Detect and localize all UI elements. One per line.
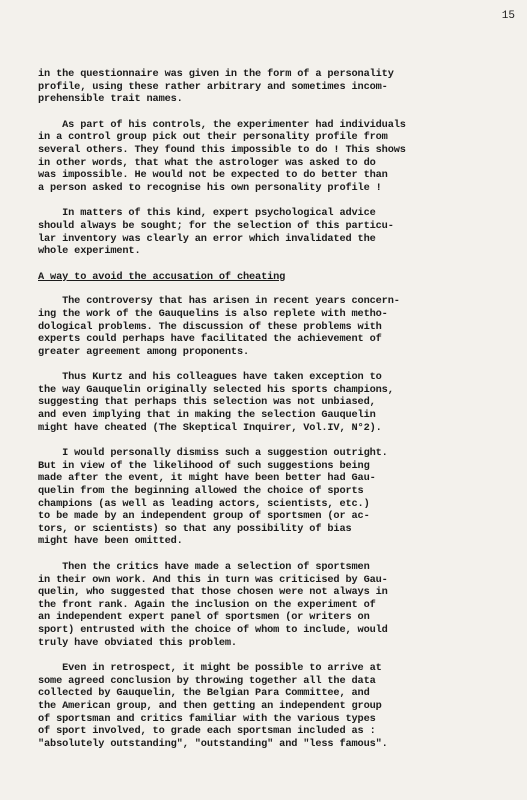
text-line: ing the work of the Gauquelins is also replete with metho- (38, 307, 388, 320)
text-line: might have cheated (The Skeptical Inquirer, Vol.IV, N°2). (38, 421, 382, 434)
text-line: As part of his controls, the experimenter had individuals (38, 118, 406, 131)
text-line: experts could perhaps have facilitated the achievement of (38, 333, 382, 346)
text-line: Thus Kurtz and his colleagues have taken exception to (38, 371, 382, 384)
text-line: suggesting that perhaps this selection was not unbiased, (38, 396, 376, 409)
text-line: a person asked to recognise his own personality profile ! (38, 181, 382, 194)
text-line: was impossible. He would not be expected to do better than (38, 169, 388, 182)
text-line: of sportsman and critics familiar with the various types (38, 712, 376, 725)
text-line: whole experiment. (38, 245, 141, 258)
text-line: lar inventory was clearly an error which invalidated the (38, 232, 376, 245)
page-number: 15 (501, 10, 515, 22)
paragraph-dismiss-suggestion (38, 447, 496, 548)
text-line: in a control group pick out their personality profile from (38, 131, 388, 144)
document-body (38, 68, 496, 763)
text-line: tors, or scientists) so that any possibility of bias (38, 522, 352, 535)
text-line: The controversy that has arisen in recent years concern- (38, 295, 400, 308)
text-line: of sport involved, to grade each sportsman included as : (38, 725, 376, 738)
text-line: dological problems. The discussion of these problems with (38, 320, 382, 333)
paragraph-controls (38, 119, 496, 195)
text-line: might have been omitted. (38, 535, 183, 548)
text-line: in their own work. And this in turn was criticised by Gau- (38, 573, 388, 586)
text-line: to be made by an independent group of sportsmen (or ac- (38, 510, 370, 523)
paragraph-critics-selection (38, 561, 496, 649)
text-line: prehensible trait names. (38, 93, 183, 106)
text-line: champions (as well as leading actors, scientists, etc.) (38, 497, 370, 510)
text-line: profile, using these rather arbitrary and sometimes incom- (38, 80, 388, 93)
text-line: quelin from the beginning allowed the choice of sports (38, 485, 364, 498)
text-line: In matters of this kind, expert psychological advice (38, 207, 376, 220)
text-line: the way Gauquelin originally selected his sports champions, (38, 383, 394, 396)
paragraph-retrospect (38, 662, 496, 750)
text-line: collected by Gauquelin, the Belgian Para Committee, and (38, 687, 370, 700)
text-line: made after the event, it might have been better had Gau- (38, 472, 376, 485)
text-line: the American group, and then getting an independent group (38, 699, 382, 712)
text-line: an independent expert panel of sportsmen (or writers on (38, 611, 370, 624)
paragraph-kurtz (38, 371, 496, 434)
text-line: Even in retrospect, it might be possible to arrive at (38, 662, 382, 675)
paragraph-controversy (38, 295, 496, 358)
text-line: and even implying that in making the selection Gauquelin (38, 409, 376, 422)
text-line: quelin, who suggested that those chosen were not always in (38, 586, 388, 599)
text-line: in the questionnaire was given in the form of a personality (38, 68, 394, 80)
heading-text: A way to avoid the accusation of cheating (38, 270, 286, 283)
paragraph-personality-profile (38, 68, 496, 106)
text-line: greater agreement among proponents. (38, 345, 250, 358)
text-line: several others. They found this impossible to do ! This shows (38, 143, 406, 156)
text-line: the front rank. Again the inclusion on the experiment of (38, 598, 376, 611)
text-line: truly have obviated this problem. (38, 636, 237, 649)
text-line: "absolutely outstanding", "outstanding" and "less famous". (38, 737, 388, 750)
text-line: should always be sought; for the selection of this particu- (38, 219, 394, 232)
paragraph-expert-advice (38, 207, 496, 257)
section-heading (38, 271, 496, 284)
text-line: in other words, that what the astrologer was asked to do (38, 156, 376, 169)
text-line: sport) entrusted with the choice of whom to include, would (38, 623, 388, 636)
text-line: Then the critics have made a selection of sportsmen (38, 561, 370, 573)
text-line: I would personally dismiss such a suggestion outright. (38, 447, 388, 460)
text-line: But in view of the likelihood of such suggestions being (38, 459, 370, 472)
text-line: some agreed conclusion by throwing together all the data (38, 674, 376, 687)
